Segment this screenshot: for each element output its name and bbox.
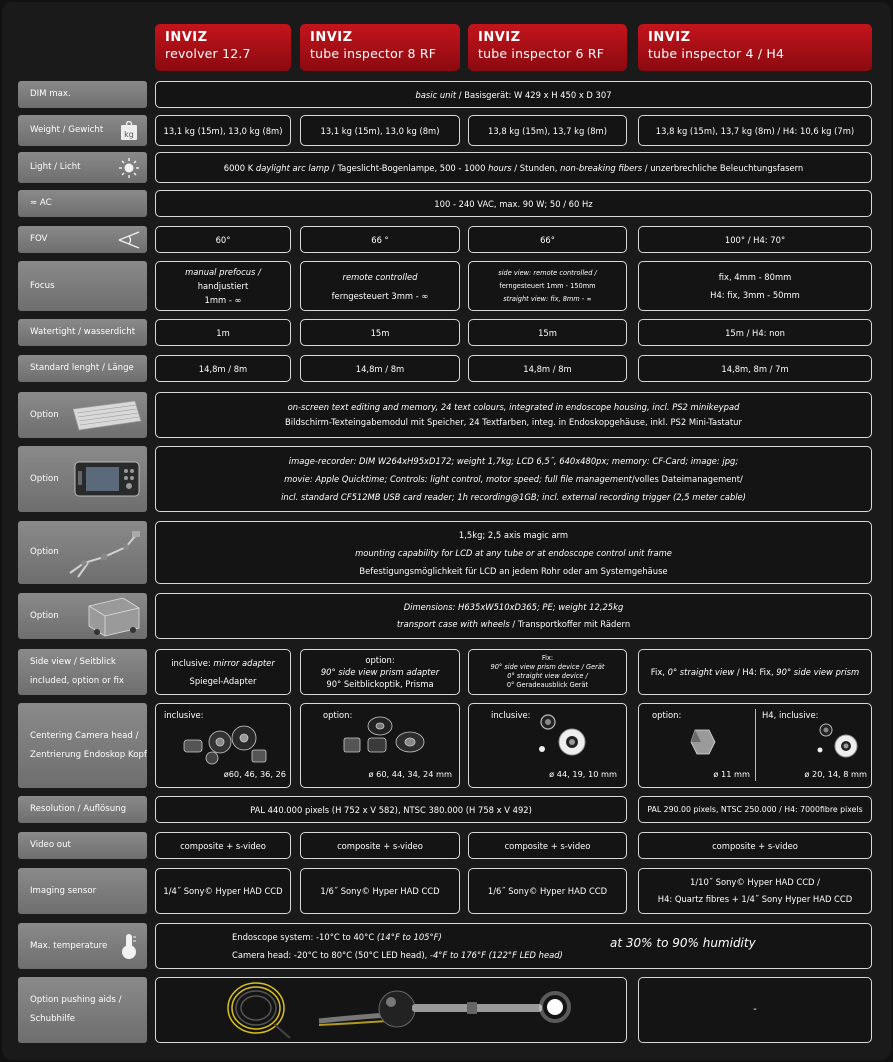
label-text: [30, 727, 147, 765]
fov-cell-1: 60°: [155, 226, 291, 253]
focus-cell-2: [300, 261, 460, 311]
row-label-fov: [18, 226, 147, 253]
dim-value: / Basisgerät: W 429 x H 450 x D 307: [456, 89, 612, 100]
sideview-part: / H4: Fix,: [734, 667, 777, 677]
pushing-cell-h4: -: [638, 977, 872, 1043]
option-case-cell: [155, 593, 872, 639]
sensor-cell-2: 1/6˝ Sony© Hyper HAD CCD: [300, 868, 460, 914]
weight-cell-2: 13,1 kg (15m), 13,0 kg (8m): [300, 115, 460, 146]
label-text: FOV: [30, 234, 48, 244]
light-text: [224, 161, 803, 175]
sideview-line: option:: [365, 655, 395, 665]
dim-text: [415, 88, 611, 102]
centering-head-1: inclusive:: [164, 710, 204, 720]
fov-angle-icon: [114, 227, 144, 253]
sideview-line: [651, 665, 859, 679]
resolution-cell-h4: PAL 290.00 pixels, NTSC 250.000 / H4: 7000fibre pixels: [638, 796, 872, 823]
label-text: Max. temperature: [30, 940, 108, 951]
brand-name: INVIZ: [648, 30, 691, 45]
option-recorder-cell: [155, 446, 872, 512]
label-line: Schubhilfe: [30, 1014, 76, 1024]
sideview-line: 0° straight view device /: [507, 672, 588, 680]
row-label-video: [18, 832, 147, 859]
lamp-icon: [114, 155, 144, 181]
focus-cell-1: [155, 261, 291, 311]
option-line-part: /volles Dateimanagement/: [631, 474, 743, 484]
focus-line: fix, 4mm - 80mm: [718, 272, 792, 282]
temp-line: [232, 928, 442, 946]
label-text: Resolution / Auflösung: [30, 804, 127, 814]
magic-arm-icon: [64, 525, 144, 581]
length-cell-4: 14,8m, 8m / 7m: [638, 355, 872, 382]
sideview-line: Spiegel-Adapter: [189, 676, 257, 686]
label-line: included, option or fix: [30, 676, 124, 686]
model-name: revolver 12.7: [165, 46, 251, 61]
ac-cell: 100 - 240 VAC, max. 90 W; 50 / 60 Hz: [155, 190, 872, 217]
model-header-revolver: [155, 24, 291, 71]
option-line: 1,5kg; 2,5 axis magic arm: [458, 529, 569, 540]
watertight-cell-4: 15m / H4: non: [638, 319, 872, 346]
sensor-cell-1: 1/4˝ Sony© Hyper HAD CCD: [155, 868, 291, 914]
sideview-line: 0° Geradeausblick Gerät: [506, 681, 589, 689]
row-label-length: [18, 355, 147, 382]
option-line-part: transport case with wheels: [396, 619, 510, 629]
fov-cell-4: 100° / H4: 70°: [638, 226, 872, 253]
model-name: tube inspector 8 RF: [310, 46, 437, 61]
temp-cell: [155, 923, 872, 969]
centering-devices-image-4b: [814, 722, 862, 766]
option-line: mounting capability for LCD at any tube or at endoscope control unit frame: [355, 547, 672, 558]
sideview-part: mirror adapter: [213, 658, 275, 668]
centering-devices-image-1: [182, 722, 272, 770]
focus-line: ferngesteuert 3mm - ∞: [331, 290, 429, 301]
focus-cell-3: [468, 261, 627, 311]
row-label-focus: [18, 261, 147, 311]
row-label-temp: [18, 923, 147, 969]
row-label-weight: [18, 115, 147, 146]
focus-line: remote controlled: [342, 271, 418, 282]
model-name: tube inspector 4 / H4: [648, 46, 785, 61]
row-label-option-keyboard: [18, 392, 147, 438]
length-cell-3: 14,8m / 8m: [468, 355, 627, 382]
label-text: Option: [30, 409, 59, 420]
keyboard-icon: [68, 395, 144, 435]
sideview-line: 90° side view prism adapter: [320, 667, 440, 677]
dim-cell: [155, 81, 872, 108]
sideview-line: 90° Seitblickoptik, Prisma: [326, 679, 434, 689]
label-text: Option: [30, 610, 59, 621]
fov-cell-2: 66 °: [300, 226, 460, 253]
row-label-option-arm: [18, 521, 147, 584]
fov-cell-3: 66°: [468, 226, 627, 253]
centering-size-4a: ø 11 mm: [713, 769, 750, 779]
video-cell-4: composite + s-video: [638, 832, 872, 859]
light-part: / unzerbrechliche Beleuchtungsfasern: [642, 162, 804, 173]
sideview-part: 0° straight view: [667, 667, 735, 677]
weight-cell-3: 13,8 kg (15m), 13,7 kg (8m): [468, 115, 627, 146]
weight-cell-4: 13,8 kg (15m), 13,7 kg (8m) / H4: 10,6 kg (7m): [638, 115, 872, 146]
centering-head-3: inclusive:: [491, 710, 531, 720]
transport-case-icon: [82, 594, 144, 638]
row-label-option-recorder: [18, 446, 147, 512]
label-line: Side view / Seitblick: [30, 657, 116, 667]
light-part: / Stunden,: [511, 162, 561, 173]
resolution-cell-main: PAL 440.000 pixels (H 752 x V 582), NTSC 380.000 (H 758 x V 492): [155, 796, 627, 823]
option-line: on-screen text editing and memory, 24 text colours, integrated in endoscope housing, incl. PS2 minikeypad: [287, 402, 740, 412]
focus-line: ferngesteuert 1mm - 150mm: [499, 281, 596, 290]
centering-divider: [755, 709, 756, 781]
video-cell-2: composite + s-video: [300, 832, 460, 859]
label-text: ≈ AC: [30, 198, 52, 208]
sensor-cell-4: [638, 868, 872, 914]
temp-line: [232, 946, 563, 964]
centering-head-4b: H4, inclusive:: [762, 710, 819, 720]
row-label-resolution: [18, 796, 147, 823]
label-line: Option pushing aids /: [30, 995, 122, 1005]
temp-part: Camera head: -20°C to 80°C (50°C LED head),: [232, 950, 430, 960]
pushing-aid-coil-image: [224, 980, 294, 1044]
label-text: Imaging sensor: [30, 885, 97, 896]
option-line: [397, 616, 630, 633]
spec-sheet: [2, 2, 891, 1060]
video-cell-1: composite + s-video: [155, 832, 291, 859]
focus-line: manual prefocus /: [185, 267, 261, 277]
label-text: [30, 991, 147, 1029]
focus-line: 1mm - ∞: [204, 295, 242, 305]
watertight-cell-2: 15m: [300, 319, 460, 346]
pushing-aid-probe-image: [317, 987, 577, 1039]
option-arm-cell: [155, 521, 872, 584]
centering-size-3: ø 44, 19, 10 mm: [549, 769, 617, 779]
light-cell: [155, 152, 872, 183]
option-line: Dimensions: H635xW510xD365; PE; weight 12,25kg: [403, 602, 624, 612]
label-text: [30, 653, 147, 691]
sideview-part: Fix,: [650, 667, 668, 677]
sensor-line: 1/10˝ Sony© Hyper HAD CCD /: [690, 877, 820, 887]
sideview-cell-3: [468, 649, 627, 695]
focus-line: side view: remote controlled /: [498, 268, 597, 277]
thermometer-icon: [114, 933, 144, 959]
watertight-cell-1: 1m: [155, 319, 291, 346]
centering-head-2: option:: [323, 710, 353, 720]
temp-part: (14°F to 105°F): [376, 932, 442, 942]
sensor-cell-3: 1/6˝ Sony© Hyper HAD CCD: [468, 868, 627, 914]
weight-icon: [114, 118, 144, 144]
model-header-tube-4: [638, 24, 872, 71]
sideview-part: inclusive:: [171, 658, 214, 668]
image-recorder-icon: [72, 458, 144, 500]
label-text: Option: [30, 473, 59, 484]
label-text: Focus: [30, 280, 55, 291]
humidity-value: at 30% to 90% humidity: [610, 936, 756, 950]
label-text: Light / Licht: [30, 162, 81, 172]
row-label-option-case: [18, 593, 147, 639]
light-part: non-breaking fibers: [560, 162, 643, 173]
label-text: Weight / Gewicht: [30, 125, 104, 135]
weight-cell-1: 13,1 kg (15m), 13,0 kg (8m): [155, 115, 291, 146]
focus-line: straight view: fix, 8mm - ∞: [503, 294, 592, 303]
centering-head-4a: option:: [652, 710, 682, 720]
length-cell-1: 14,8m / 8m: [155, 355, 291, 382]
video-cell-3: composite + s-video: [468, 832, 627, 859]
sideview-line: 90° side view prism device / Gerät: [490, 663, 605, 671]
option-line: image-recorder: DIM W264xH95xD172; weight 1,7kg; LCD 6,5˝, 640x480px; memory: CF-Card; image: jpg;: [288, 456, 739, 466]
model-header-tube-8: [300, 24, 460, 71]
svg-text:kg: kg: [124, 129, 134, 139]
brand-name: INVIZ: [478, 30, 521, 45]
row-label-sensor: [18, 868, 147, 914]
centering-size-4b: ø 20, 14, 8 mm: [804, 769, 867, 779]
centering-size-2: ø 60, 44, 34, 24 mm: [368, 769, 452, 779]
temp-part: -4°F to 176°F (122°F LED head): [429, 950, 563, 960]
light-part: / Tageslicht-Bogenlampe, 500 - 1000: [329, 162, 489, 173]
label-text: Standard lenght / Länge: [30, 363, 134, 373]
option-line: Befestigungsmöglichkeit für LCD an jedem Rohr oder am Systemgehäuse: [359, 565, 668, 576]
label-text: Watertight / wasserdicht: [30, 327, 136, 337]
model-header-tube-6: [468, 24, 627, 71]
row-label-light: [18, 152, 147, 183]
sideview-cell-1: [155, 649, 291, 695]
sensor-line: H4: Quartz fibres + 1/4˝ Sony Hyper HAD CCD: [657, 894, 853, 904]
light-part: 6000 K: [223, 162, 256, 173]
length-cell-2: 14,8m / 8m: [300, 355, 460, 382]
label-text: Video out: [30, 840, 71, 850]
brand-name: INVIZ: [165, 30, 208, 45]
light-part: daylight arc lamp: [255, 162, 330, 173]
option-line: incl. standard CF512MB USB card reader; 1h recording@1GB; incl. external recording trigger (2,5 meter cable): [281, 492, 746, 502]
sideview-cell-2: [300, 649, 460, 695]
centering-device-image-4a: [689, 728, 717, 760]
sideview-line: Fix:: [541, 654, 554, 662]
brand-name: INVIZ: [310, 30, 353, 45]
focus-line: H4: fix, 3mm - 50mm: [710, 290, 800, 300]
option-line-part: movie: Apple Quicktime; Controls: light control, motor speed; full file management: [284, 474, 632, 484]
centering-size-1: ø60, 46, 36, 26: [223, 769, 286, 779]
sideview-line: [171, 654, 275, 672]
light-part: hours: [488, 162, 512, 173]
focus-cell-4: [638, 261, 872, 311]
option-keyboard-cell: [155, 392, 872, 438]
option-line-part: / Transportkoffer mit Rädern: [509, 619, 631, 629]
label-line: Zentrierung Endoskop Kopf: [30, 749, 147, 760]
row-label-dim: [18, 81, 147, 108]
humidity-text: [610, 936, 756, 950]
row-label-watertight: [18, 319, 147, 346]
row-label-centering: [18, 703, 147, 788]
dim-italic: basic unit: [415, 89, 457, 100]
watertight-cell-3: 15m: [468, 319, 627, 346]
option-line: Bildschirm-Texteingabemodul mit Speicher, 24 Textfarben, integ. in Endoskopgehäuse, inkl. PS2 Mini-Tastatur: [285, 417, 742, 427]
temp-part: Endoscope system: -10°C to 40°C: [232, 932, 377, 942]
centering-devices-image-2: [338, 716, 428, 766]
row-label-ac: [18, 190, 147, 217]
label-line: Centering Camera head /: [30, 730, 139, 741]
row-label-pushing: [18, 977, 147, 1043]
sideview-cell-4: [638, 649, 872, 695]
sideview-part: 90° side view prism: [776, 667, 860, 677]
model-name: tube inspector 6 RF: [478, 46, 605, 61]
row-label-sideview: [18, 649, 147, 695]
centering-devices-image-3: [534, 712, 590, 764]
option-line: [284, 470, 743, 488]
focus-line: handjustiert: [197, 281, 249, 291]
label-text: DIM max.: [30, 89, 71, 99]
label-text: Option: [30, 547, 59, 557]
